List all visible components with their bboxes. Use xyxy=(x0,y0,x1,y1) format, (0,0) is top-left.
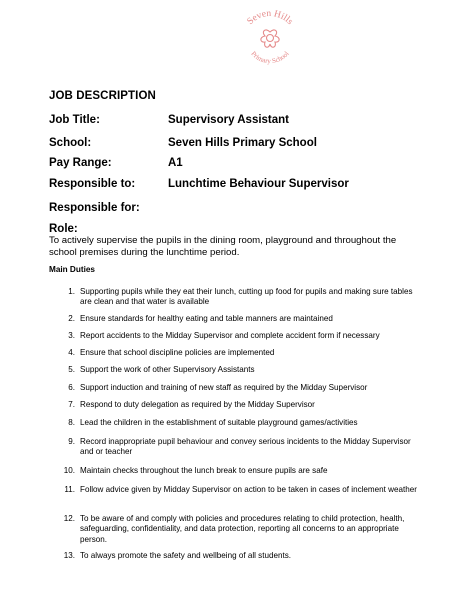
job-title-value: Supervisory Assistant xyxy=(168,114,290,126)
duty-text: To be aware of and comply with policies and procedures relating to child protection, health, safeguarding, confidentiality, and data protection, reporting all concerns to an appropriate person. xyxy=(80,514,405,544)
duty-text: Support induction and training of new staff as required by the Midday Supervisor xyxy=(80,383,368,392)
duty-text: Support the work of other Supervisory Assistants xyxy=(80,365,255,374)
school-label: School: xyxy=(49,137,92,149)
duty-text: Maintain checks throughout the lunch break to ensure pupils are safe xyxy=(80,466,328,475)
pay-range-label: Pay Range: xyxy=(49,157,112,169)
school-logo xyxy=(234,2,306,74)
role-heading: Role: xyxy=(49,223,78,235)
flower-emblem-icon xyxy=(261,30,279,47)
duty-number: 4. xyxy=(68,348,75,357)
duty-number: 8. xyxy=(68,418,75,427)
responsible-for-label: Responsible for: xyxy=(49,202,140,214)
job-title-label: Job Title: xyxy=(49,114,100,126)
duty-number: 5. xyxy=(68,365,75,374)
role-description: To actively supervise the pupils in the dining room, playground and throughout the school premises during the lunchtime period. xyxy=(49,235,397,258)
duty-text: Report accidents to the Midday Supervisor and complete accident form if necessary xyxy=(80,331,380,340)
main-duties-heading: Main Duties xyxy=(49,265,95,274)
duty-number: 11. xyxy=(64,485,75,494)
duty-text: Respond to duty delegation as required by the Midday Supervisor xyxy=(80,400,315,409)
duty-number: 10. xyxy=(63,466,75,475)
logo-text-bottom: Primary School xyxy=(249,49,291,66)
responsible-to-value: Lunchtime Behaviour Supervisor xyxy=(168,178,349,190)
duty-number: 2. xyxy=(68,314,75,323)
responsible-to-label: Responsible to: xyxy=(49,178,136,190)
duty-text: Lead the children in the establishment of suitable playground games/activities xyxy=(80,418,358,427)
duty-number: 1. xyxy=(68,287,75,296)
duty-text: Ensure that school discipline policies are implemented xyxy=(80,348,275,357)
duty-number: 9. xyxy=(68,437,75,446)
document-title: JOB DESCRIPTION xyxy=(49,90,156,102)
duty-text: Follow advice given by Midday Supervisor on action to be taken in cases of inclement weather xyxy=(80,485,417,494)
logo-text-top: Seven Hills xyxy=(245,8,295,27)
duty-number: 7. xyxy=(68,400,75,409)
duty-text: To always promote the safety and wellbeing of all students. xyxy=(80,551,292,560)
school-value: Seven Hills Primary School xyxy=(168,137,317,149)
duty-number: 3. xyxy=(68,331,75,340)
duty-text: Supporting pupils while they eat their lunch, cutting up food for pupils and making sure tables are clean and that water is available xyxy=(80,287,413,307)
duty-text: Ensure standards for healthy eating and table manners are maintained xyxy=(80,314,333,323)
pay-range-value: A1 xyxy=(168,157,183,169)
duty-number: 13. xyxy=(63,551,75,560)
duty-number: 6. xyxy=(68,383,75,392)
duty-text: Record inappropriate pupil behaviour and convey serious incidents to the Midday Supervisor and or teacher xyxy=(80,437,411,457)
duty-number: 12. xyxy=(63,514,75,523)
seven-hills-logo-icon xyxy=(234,2,306,74)
